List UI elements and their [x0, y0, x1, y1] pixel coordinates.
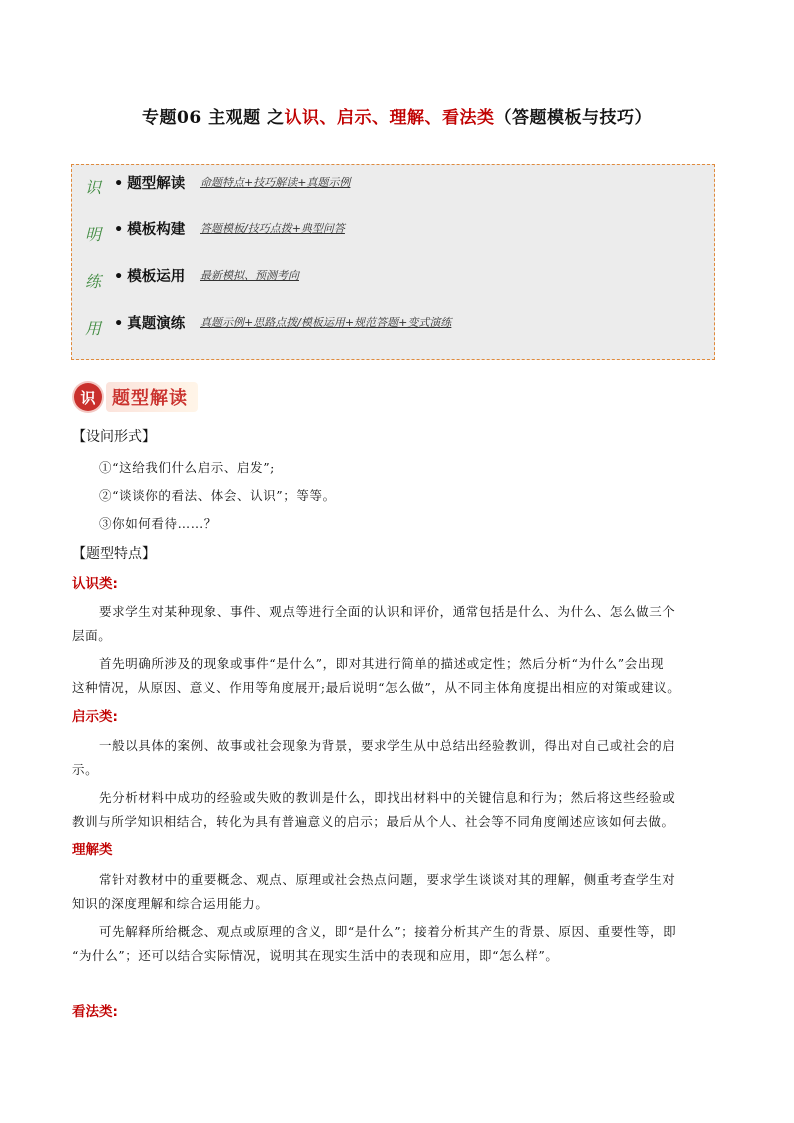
renshi-para1-line2: 层面。	[72, 628, 112, 643]
lijie-para1-line1: 常针对教材中的重要概念、观点、原理或社会热点问题，要求学生谈谈对其的理解，侧重考查学生对	[99, 872, 676, 887]
nav-item-practice[interactable]	[114, 311, 451, 333]
title-highlight: 认识、启示、理解、看法类	[284, 108, 495, 128]
renshi-para2-line2: 这种情况，从原因、意义、作用等角度展开;最后说明“怎么做”，从不同主体角度提出相应的对策或建议。	[72, 680, 681, 695]
nav-item-link[interactable]: 最新模拟、预测考向	[200, 269, 299, 282]
nav-item-link[interactable]: 真题示例+思路点拨/模板运用+规范答题+变式演练	[200, 316, 452, 329]
nav-item-label: 真题演练	[127, 315, 186, 332]
lijie-heading: 理解类	[72, 842, 113, 858]
overview-box	[71, 164, 715, 360]
features-heading: 【题型特点】	[72, 546, 156, 562]
qishi-para1-line2: 示。	[72, 762, 99, 777]
nav-item-link[interactable]: 答题模板/技巧点拨+典型问答	[200, 222, 345, 235]
nav-item-label: 题型解读	[127, 175, 186, 192]
qishi-para2-line1: 先分析材料中成功的经验或失败的教训是什么，即找出材料中的关键信息和行为；然后将这些经验或	[99, 790, 676, 805]
title-prefix: 专题06 主观题 之	[142, 108, 285, 128]
question-3: ③你如何看待……？	[99, 516, 217, 531]
renshi-para2-line1: 首先明确所涉及的现象或事件“是什么”，即对其进行简单的描述或定性；然后分析“为什么”会出现	[99, 656, 665, 671]
question-2: ②“谈谈你的看法、体会、认识”；等等。	[99, 488, 336, 503]
nav-item-application[interactable]	[114, 264, 299, 286]
section-title: 题型解读	[106, 382, 198, 412]
lijie-para1-line2: 知识的深度理解和综合运用能力。	[72, 896, 269, 911]
side-char-3: 练	[85, 272, 102, 291]
bullet-icon: •	[114, 315, 124, 332]
nav-item-label: 模板构建	[127, 221, 186, 238]
qishi-para1-line1: 一般以具体的案例、故事或社会现象为背景，要求学生从中总结出经验教训，得出对自己或社会的启	[99, 738, 676, 753]
nav-item-label: 模板运用	[127, 268, 186, 285]
bullet-icon: •	[114, 221, 124, 238]
kanfa-heading: 看法类:	[72, 1004, 118, 1020]
badge-seal-icon: 识	[74, 383, 102, 411]
section-header-badge	[74, 382, 198, 412]
nav-item-template[interactable]	[114, 217, 345, 239]
side-char-2: 明	[85, 225, 102, 244]
lijie-para2-line1: 可先解释所给概念、观点或原理的含义，即“是什么”；接着分析其产生的背景、原因、重要性等，即	[99, 924, 677, 939]
qishi-heading: 启示类:	[72, 709, 118, 725]
design-heading: 【设问形式】	[72, 429, 156, 445]
nav-item-link[interactable]: 命题特点+技巧解读+真题示例	[200, 176, 351, 189]
bullet-icon: •	[114, 268, 124, 285]
renshi-para1-line1: 要求学生对某种现象、事件、观点等进行全面的认识和评价，通常包括是什么、为什么、怎么做三个	[99, 604, 676, 619]
page-title	[0, 103, 794, 128]
renshi-heading: 认识类:	[72, 576, 118, 592]
side-char-4: 用	[85, 319, 102, 338]
lijie-para2-line2: “为什么”；还可以结合实际情况，说明其在现实生活中的表现和应用，即“怎么样”。	[72, 948, 559, 963]
bullet-icon: •	[114, 175, 124, 192]
qishi-para2-line2: 教训与所学知识相结合，转化为具有普遍意义的启示；最后从个人、社会等不同角度阐述应该如何去做。	[72, 814, 675, 829]
nav-item-analysis[interactable]	[114, 171, 350, 193]
side-char-1: 识	[85, 178, 102, 197]
title-suffix: （答题模板与技巧）	[494, 108, 652, 128]
question-1: ①“这给我们什么启示、启发”;	[99, 460, 275, 475]
